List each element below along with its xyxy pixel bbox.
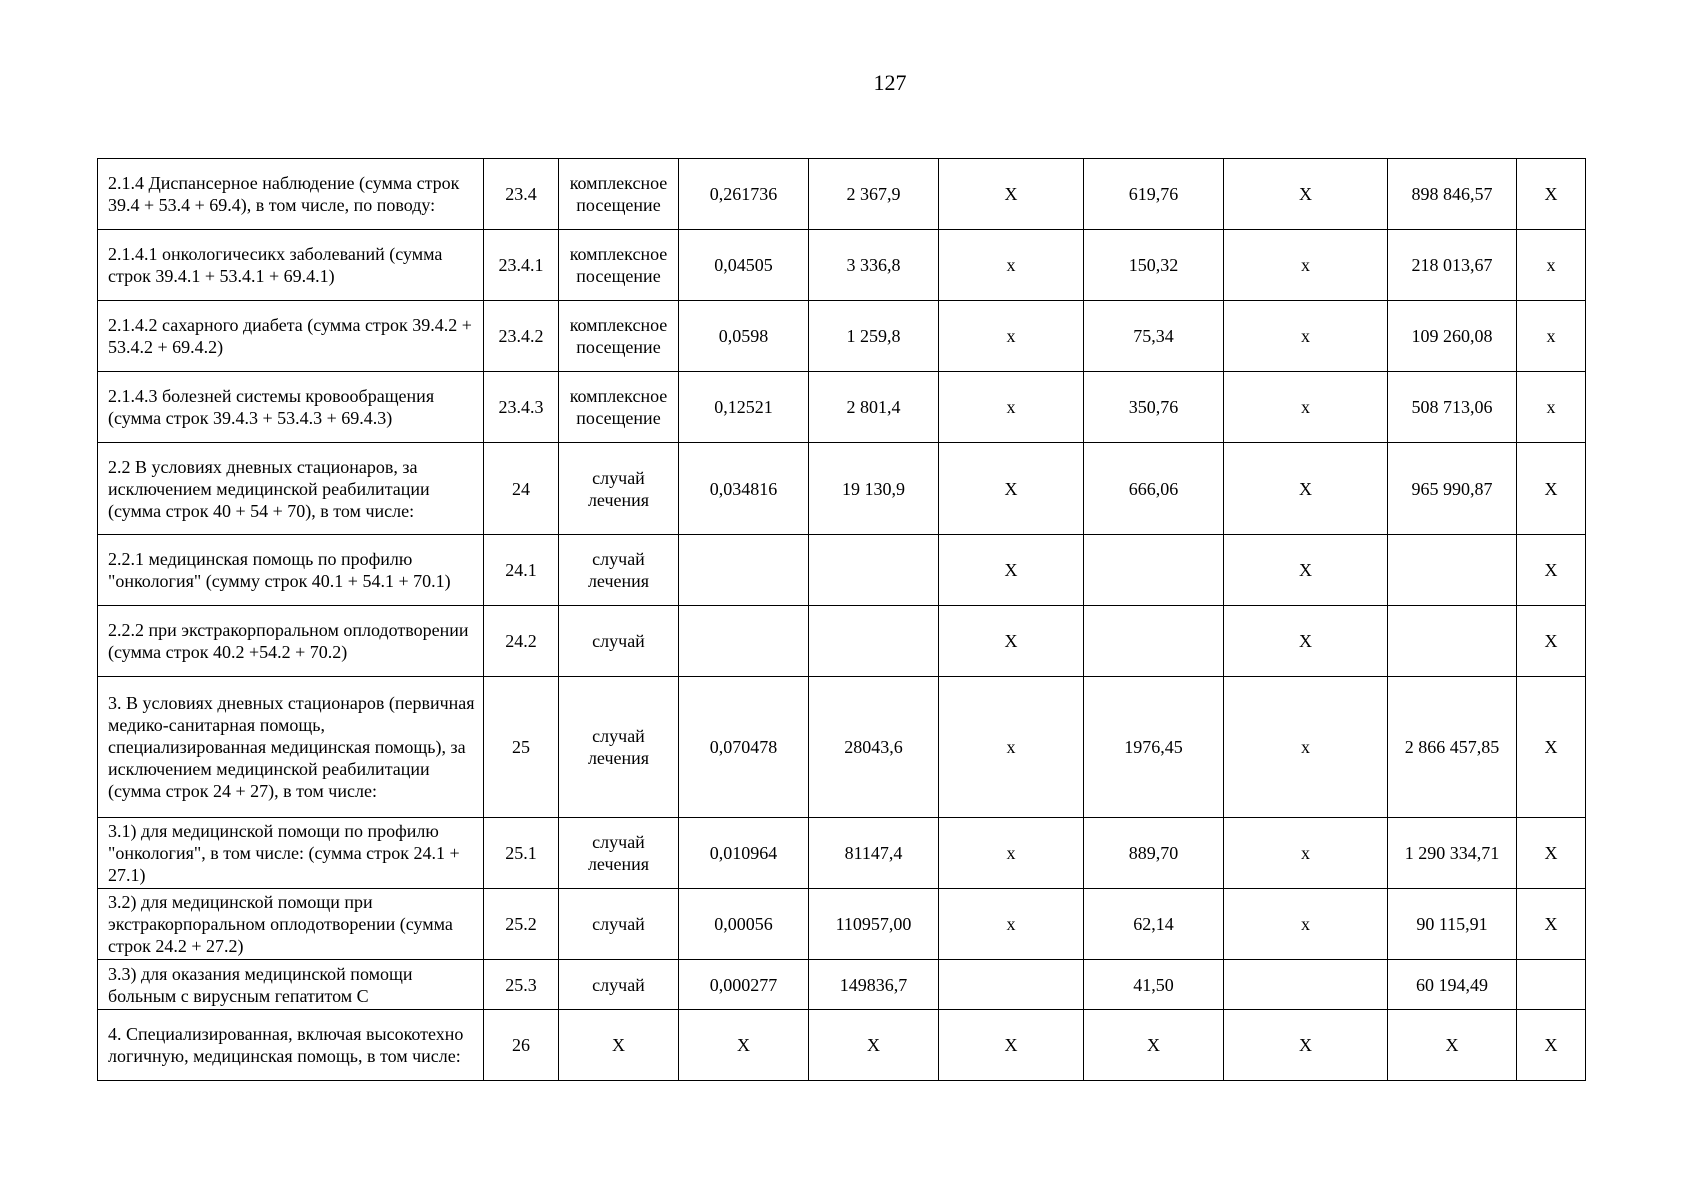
cell-cost-norm: 81147,4 xyxy=(809,818,939,889)
cell-row-code: 23.4.3 xyxy=(484,372,559,443)
cell-row-name: 3. В условиях дневных стационаров (первичная медико-санитарная помощь, специализированная медицинская помощь), за исключением медицинской реабилитации (сумма строк 24 + 27), в том числе: xyxy=(98,677,484,818)
cell-volume-norm: 0,04505 xyxy=(679,230,809,301)
cell-unit: случай лечения xyxy=(559,677,679,818)
cell-total-cost: 898 846,57 xyxy=(1388,159,1517,230)
cell-col-8: X xyxy=(1224,443,1388,535)
cell-cost-norm: 19 130,9 xyxy=(809,443,939,535)
cell-volume-norm: 0,0598 xyxy=(679,301,809,372)
table-row xyxy=(98,443,1586,535)
table-row xyxy=(98,372,1586,443)
cell-col-10: X xyxy=(1517,443,1586,535)
cell-unit: комплексное посещение xyxy=(559,159,679,230)
cell-unit: случай xyxy=(559,606,679,677)
cell-row-code: 25.1 xyxy=(484,818,559,889)
cell-col-10: X xyxy=(1517,677,1586,818)
cell-col-8: х xyxy=(1224,889,1388,960)
cell-total-cost: 218 013,67 xyxy=(1388,230,1517,301)
cell-row-name: 2.2 В условиях дневных стационаров, за исключением медицинской реабилитации (сумма строк 40 + 54 + 70), в том числе: xyxy=(98,443,484,535)
cell-total-cost: 109 260,08 xyxy=(1388,301,1517,372)
cell-total-cost: 965 990,87 xyxy=(1388,443,1517,535)
cell-col-8: X xyxy=(1224,606,1388,677)
cell-row-name: 3.3) для оказания медицинской помощи больным с вирусным гепатитом С xyxy=(98,960,484,1010)
cell-unit: случай xyxy=(559,889,679,960)
cell-col-10: X xyxy=(1517,535,1586,606)
cell-col-6: X xyxy=(939,443,1084,535)
cell-total-cost: 90 115,91 xyxy=(1388,889,1517,960)
cell-volume-norm: 0,00056 xyxy=(679,889,809,960)
cell-col-8: X xyxy=(1224,535,1388,606)
cell-row-code: 23.4.1 xyxy=(484,230,559,301)
cell-total-cost xyxy=(1388,606,1517,677)
table-row xyxy=(98,606,1586,677)
cell-col-10: X xyxy=(1517,889,1586,960)
cell-per-capita: 150,32 xyxy=(1084,230,1224,301)
cell-volume-norm xyxy=(679,535,809,606)
cell-unit: случай лечения xyxy=(559,443,679,535)
cell-total-cost xyxy=(1388,535,1517,606)
table-row xyxy=(98,960,1586,1010)
cell-cost-norm: 110957,00 xyxy=(809,889,939,960)
cell-col-10: X xyxy=(1517,159,1586,230)
table-row xyxy=(98,677,1586,818)
cell-total-cost: 60 194,49 xyxy=(1388,960,1517,1010)
cell-per-capita xyxy=(1084,535,1224,606)
cell-unit: случай xyxy=(559,960,679,1010)
table-row xyxy=(98,1010,1586,1081)
cell-unit: случай лечения xyxy=(559,818,679,889)
cell-unit: комплексное посещение xyxy=(559,230,679,301)
cell-col-8: X xyxy=(1224,159,1388,230)
cell-volume-norm: 0,070478 xyxy=(679,677,809,818)
cell-col-10 xyxy=(1517,960,1586,1010)
cell-row-name: 4. Специализированная, включая высокотехно логичную, медицинская помощь, в том числе: xyxy=(98,1010,484,1081)
cell-per-capita: 619,76 xyxy=(1084,159,1224,230)
cell-row-name: 2.1.4 Диспансерное наблюдение (сумма строк 39.4 + 53.4 + 69.4), в том числе, по поводу: xyxy=(98,159,484,230)
cell-col-10: х xyxy=(1517,372,1586,443)
cell-cost-norm: 3 336,8 xyxy=(809,230,939,301)
cell-cost-norm: 2 801,4 xyxy=(809,372,939,443)
cell-col-8 xyxy=(1224,960,1388,1010)
cell-row-name: 2.2.2 при экстракорпоральном оплодотворении (сумма строк 40.2 +54.2 + 70.2) xyxy=(98,606,484,677)
cell-row-name: 3.1) для медицинской помощи по профилю "онкология", в том числе: (сумма строк 24.1 + 27.1) xyxy=(98,818,484,889)
table-row xyxy=(98,301,1586,372)
cell-volume-norm: 0,261736 xyxy=(679,159,809,230)
cell-volume-norm: 0,010964 xyxy=(679,818,809,889)
cell-col-10: х xyxy=(1517,230,1586,301)
cell-row-name: 2.1.4.3 болезней системы кровообращения (сумма строк 39.4.3 + 53.4.3 + 69.4.3) xyxy=(98,372,484,443)
cell-row-code: 26 xyxy=(484,1010,559,1081)
data-table xyxy=(97,158,1586,1081)
cell-cost-norm xyxy=(809,606,939,677)
cell-row-name: 2.2.1 медицинская помощь по профилю "онкология" (сумму строк 40.1 + 54.1 + 70.1) xyxy=(98,535,484,606)
cell-total-cost: 508 713,06 xyxy=(1388,372,1517,443)
cell-unit: случай лечения xyxy=(559,535,679,606)
cell-volume-norm: 0,12521 xyxy=(679,372,809,443)
table-row xyxy=(98,535,1586,606)
cell-unit: X xyxy=(559,1010,679,1081)
cell-unit: комплексное посещение xyxy=(559,301,679,372)
cell-per-capita: 1976,45 xyxy=(1084,677,1224,818)
cell-per-capita: 75,34 xyxy=(1084,301,1224,372)
cell-col-10: х xyxy=(1517,301,1586,372)
cell-col-10: X xyxy=(1517,818,1586,889)
cell-col-6: х xyxy=(939,889,1084,960)
cell-cost-norm: 149836,7 xyxy=(809,960,939,1010)
cell-total-cost: 2 866 457,85 xyxy=(1388,677,1517,818)
cell-row-code: 24 xyxy=(484,443,559,535)
cell-row-code: 25.2 xyxy=(484,889,559,960)
cell-volume-norm: 0,034816 xyxy=(679,443,809,535)
cell-row-code: 25 xyxy=(484,677,559,818)
cell-row-code: 24.1 xyxy=(484,535,559,606)
cell-volume-norm: 0,000277 xyxy=(679,960,809,1010)
cell-per-capita: 666,06 xyxy=(1084,443,1224,535)
cell-col-6: х xyxy=(939,677,1084,818)
cell-per-capita: 41,50 xyxy=(1084,960,1224,1010)
cell-total-cost: 1 290 334,71 xyxy=(1388,818,1517,889)
cell-total-cost: X xyxy=(1388,1010,1517,1081)
cell-per-capita: 350,76 xyxy=(1084,372,1224,443)
cell-col-8: X xyxy=(1224,1010,1388,1081)
cell-col-8: х xyxy=(1224,372,1388,443)
cell-col-6: X xyxy=(939,606,1084,677)
cell-col-6: х xyxy=(939,372,1084,443)
cell-volume-norm xyxy=(679,606,809,677)
cell-per-capita: X xyxy=(1084,1010,1224,1081)
cell-volume-norm: X xyxy=(679,1010,809,1081)
cell-col-8: х xyxy=(1224,301,1388,372)
cell-col-8: х xyxy=(1224,230,1388,301)
cell-col-6: х xyxy=(939,818,1084,889)
page-number: 127 xyxy=(873,70,907,95)
cell-col-8: х xyxy=(1224,818,1388,889)
cell-col-6: X xyxy=(939,535,1084,606)
cell-row-code: 23.4 xyxy=(484,159,559,230)
cell-col-6: х xyxy=(939,230,1084,301)
cell-col-6: X xyxy=(939,159,1084,230)
cell-cost-norm xyxy=(809,535,939,606)
table-row xyxy=(98,159,1586,230)
cell-col-6: х xyxy=(939,301,1084,372)
cell-cost-norm: 2 367,9 xyxy=(809,159,939,230)
cell-per-capita: 62,14 xyxy=(1084,889,1224,960)
cell-per-capita xyxy=(1084,606,1224,677)
cell-cost-norm: 28043,6 xyxy=(809,677,939,818)
table-row xyxy=(98,230,1586,301)
cell-col-6: X xyxy=(939,1010,1084,1081)
table-row xyxy=(98,889,1586,960)
cell-per-capita: 889,70 xyxy=(1084,818,1224,889)
cell-col-10: X xyxy=(1517,1010,1586,1081)
cell-row-code: 23.4.2 xyxy=(484,301,559,372)
cell-cost-norm: 1 259,8 xyxy=(809,301,939,372)
cell-row-code: 25.3 xyxy=(484,960,559,1010)
cell-row-name: 2.1.4.2 сахарного диабета (сумма строк 39.4.2 + 53.4.2 + 69.4.2) xyxy=(98,301,484,372)
cell-unit: комплексное посещение xyxy=(559,372,679,443)
cell-cost-norm: X xyxy=(809,1010,939,1081)
cell-col-6 xyxy=(939,960,1084,1010)
cell-col-8: х xyxy=(1224,677,1388,818)
table-row xyxy=(98,818,1586,889)
cell-col-10: X xyxy=(1517,606,1586,677)
cell-row-code: 24.2 xyxy=(484,606,559,677)
cell-row-name: 2.1.4.1 онкологичесикх заболеваний (сумма строк 39.4.1 + 53.4.1 + 69.4.1) xyxy=(98,230,484,301)
cell-row-name: 3.2) для медицинской помощи при экстракорпоральном оплодотворении (сумма строк 24.2 + 27.2) xyxy=(98,889,484,960)
